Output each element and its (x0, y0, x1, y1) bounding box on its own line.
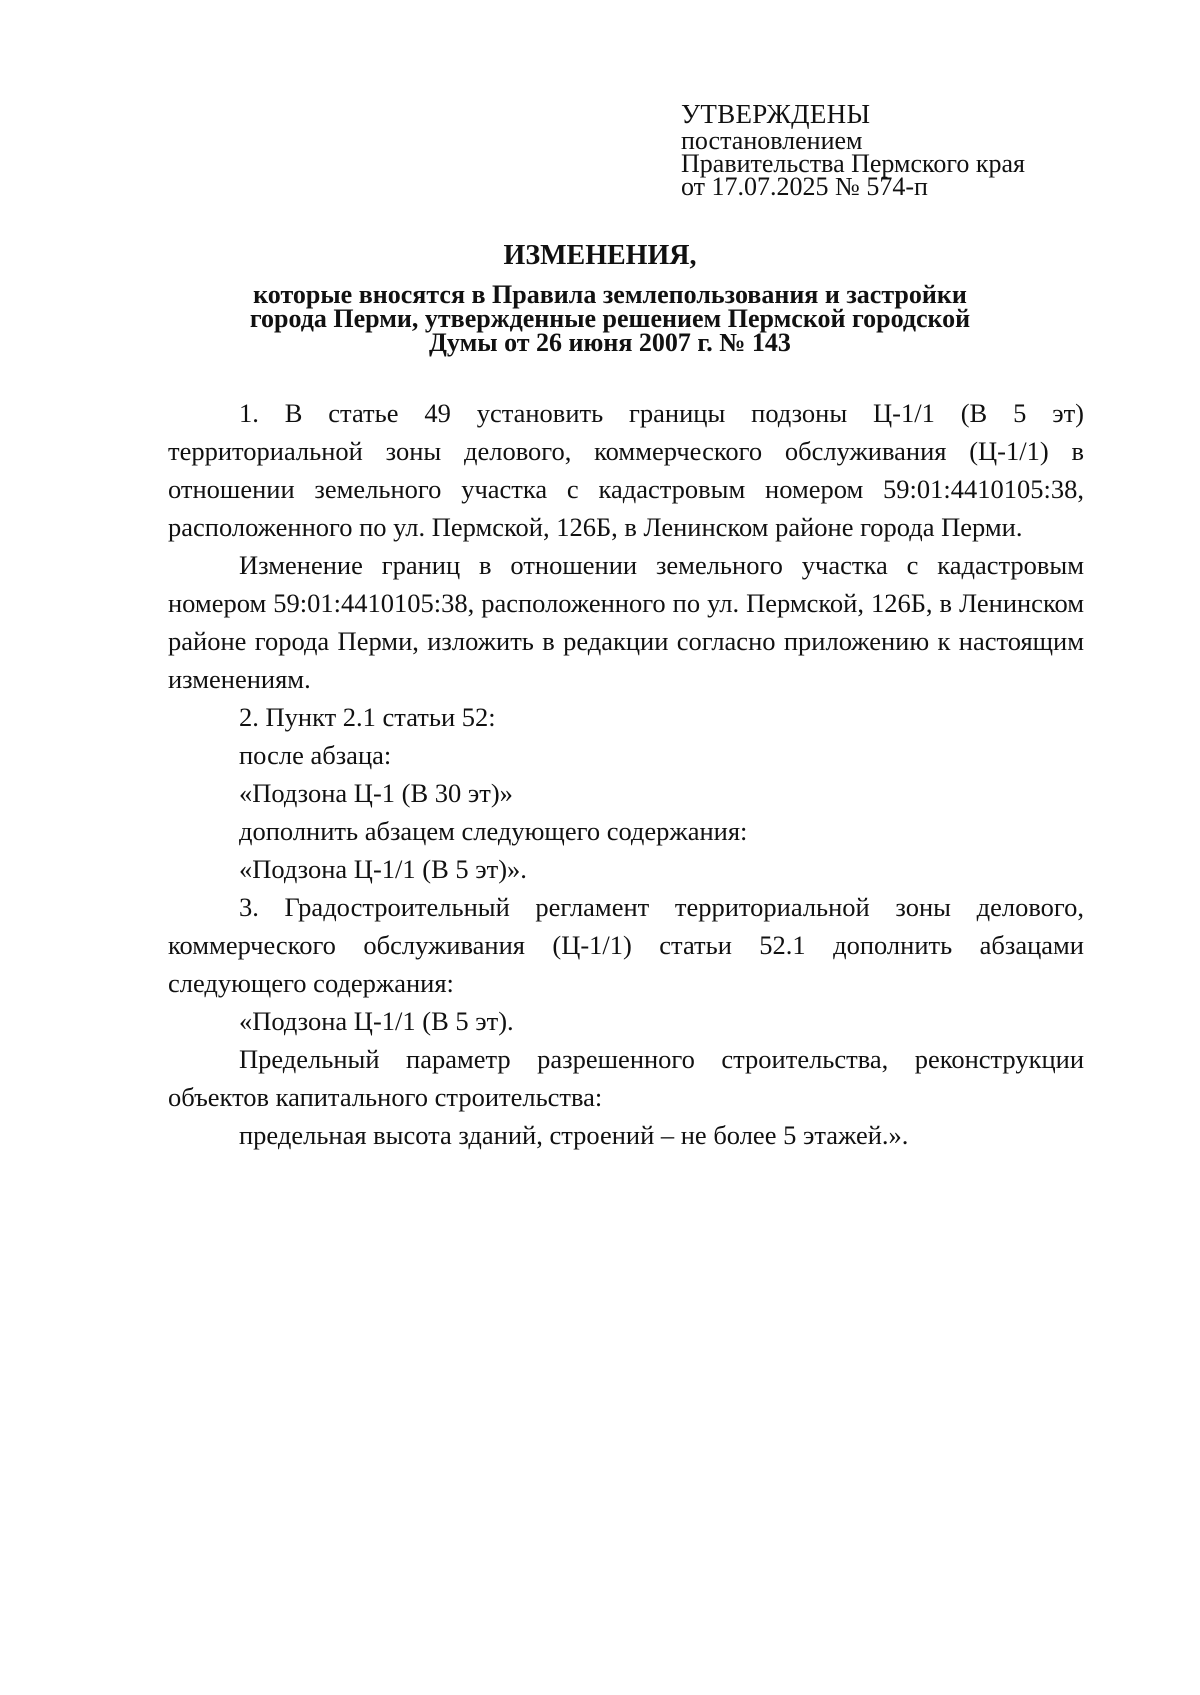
paragraph: после абзаца: (239, 740, 392, 770)
document-body (168, 394, 1084, 1154)
paragraph: «Подзона Ц-1/1 (В 5 эт). (239, 1006, 514, 1036)
paragraph: 3. Градостроительный регламент территориальной зоны делового, коммерческого обслуживания (Ц-1/1) статьи 52.1 дополнить абзацами следующего содержания: (168, 892, 1084, 998)
approval-line: постановлением (681, 126, 863, 155)
document-subtitle-line: Думы от 26 июня 2007 г. № 143 (429, 328, 791, 357)
paragraph: Предельный параметр разрешенного строительства, реконструкции объектов капитального строительства: (168, 1044, 1084, 1112)
document-subtitle-line: города Перми, утвержденные решением Пермской городской (249, 304, 971, 333)
approval-line: Правительства Пермского края (681, 149, 1025, 178)
approval-line: от 17.07.2025 № 574-п (681, 172, 928, 201)
paragraph: предельная высота зданий, строений – не более 5 этажей.». (239, 1120, 909, 1150)
paragraph: «Подзона Ц-1/1 (В 5 эт)». (239, 854, 527, 884)
paragraph: дополнить абзацем следующего содержания: (239, 816, 748, 846)
approval-heading: УТВЕРЖДЕНЫ (681, 99, 871, 129)
approval-stamp (681, 99, 1101, 201)
paragraph: 2. Пункт 2.1 статьи 52: (239, 702, 496, 732)
paragraph: «Подзона Ц-1 (В 30 эт)» (239, 778, 513, 808)
paragraph: Изменение границ в отношении земельного участка с кадастровым номером 59:01:4410105:38, расположенного по ул. Пермской, 126Б, в Ленинском районе города Перми, изложить в редакции согласно приложению к настоящим изменениям. (168, 550, 1084, 694)
paragraph: 1. В статье 49 установить границы подзоны Ц-1/1 (В 5 эт) территориальной зоны делового, коммерческого обслуживания (Ц-1/1) в отношении земельного участка с кадастровым номером 59:01:4410105:38, расположенного по ул. Пермской, 126Б, в Ленинском районе города Перми. (168, 398, 1084, 542)
document-subtitle-line: которые вносятся в Правила землепользования и застройки (253, 280, 967, 309)
document-title: ИЗМЕНЕНИЯ, (503, 240, 697, 271)
